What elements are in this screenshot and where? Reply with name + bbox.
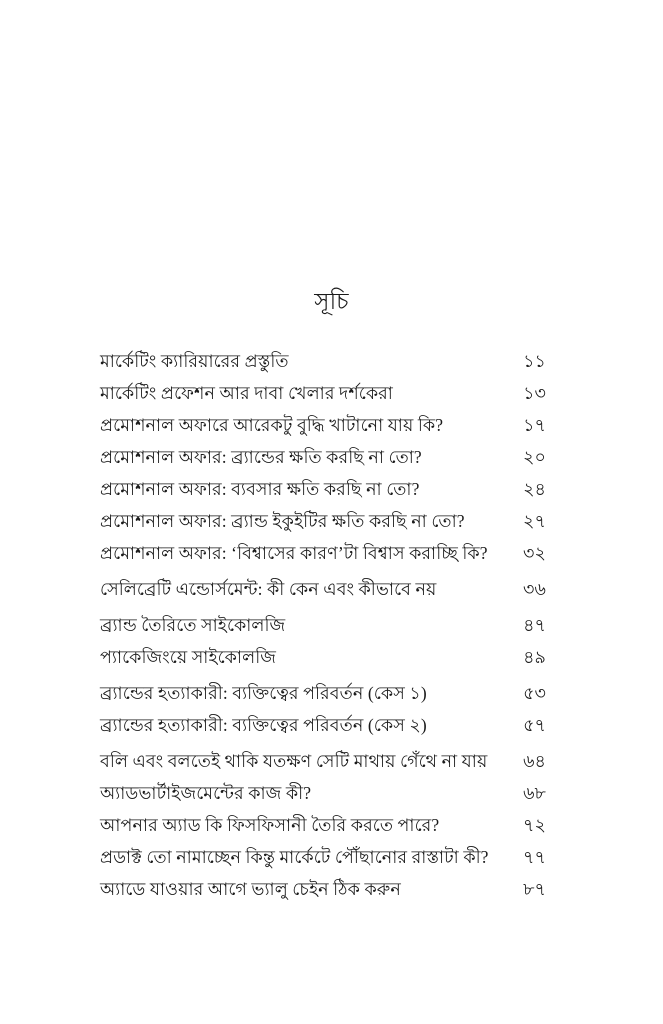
toc-entry-page-number: ৫৩: [523, 683, 546, 703]
toc-entry-title: আপনার অ্যাড কি ফিসফিসানী তৈরি করতে পারে?: [100, 815, 440, 835]
toc-entry-title: প্রমোশনাল অফার: ব্যবসার ক্ষতি করছি না তো?: [100, 479, 420, 499]
table-of-contents-list: [100, 345, 546, 905]
toc-entry-page-number: ৮৭: [523, 879, 546, 899]
toc-entry-title: প্রমোশনাল অফার: ব্র্যান্ড ইকুইটির ক্ষতি করছি না তো?: [100, 511, 465, 531]
toc-entry-page-number: ১৩: [523, 383, 546, 403]
toc-entry[interactable]: [100, 409, 546, 441]
toc-entry-page-number: ২৭: [523, 511, 546, 531]
toc-entry[interactable]: [100, 709, 546, 741]
toc-entry-page-number: ২৪: [523, 479, 546, 499]
toc-entry[interactable]: [100, 345, 546, 377]
toc-entry[interactable]: [100, 677, 546, 709]
toc-entry-title: ব্র্যান্ড তৈরিতে সাইকোলজি: [100, 615, 286, 635]
toc-entry-page-number: ৬৪: [523, 751, 546, 771]
toc-entry[interactable]: [100, 505, 546, 537]
toc-entry-title: প্রমোশনাল অফারে আরেকটু বুদ্ধি খাটানো যায় কি?: [100, 415, 444, 435]
toc-entry[interactable]: [100, 777, 546, 809]
toc-entry[interactable]: [100, 641, 546, 673]
toc-entry-page-number: ৪৯: [523, 647, 546, 667]
toc-entry-page-number: ৩২: [523, 543, 546, 563]
toc-entry[interactable]: [100, 841, 546, 873]
toc-entry-title: ব্র্যান্ডের হত্যাকারী: ব্যক্তিত্বের পরিবর্তন (কেস ২): [100, 715, 427, 735]
toc-entry-page-number: ২০: [523, 447, 546, 467]
toc-entry[interactable]: [100, 377, 546, 409]
toc-entry[interactable]: [100, 609, 546, 641]
toc-entry-page-number: ৬৮: [523, 783, 546, 803]
toc-entry-title: প্যাকেজিংয়ে সাইকোলজি: [100, 647, 277, 667]
toc-entry-title: ব্র্যান্ডের হত্যাকারী: ব্যক্তিত্বের পরিবর্তন (কেস ১): [100, 683, 427, 703]
toc-entry-title: মার্কেটিং প্রফেশন আর দাবা খেলার দর্শকেরা: [100, 383, 393, 403]
toc-entry-page-number: ৭২: [523, 815, 546, 835]
toc-entry-title: প্রমোশনাল অফার: ‘বিশ্বাসের কারণ’টা বিশ্বাস করাচ্ছি কি?: [100, 543, 488, 563]
toc-entry[interactable]: [100, 573, 546, 605]
toc-entry-title: অ্যাডভার্টাইজমেন্টের কাজ কী?: [100, 783, 312, 803]
toc-entry[interactable]: [100, 809, 546, 841]
toc-entry-page-number: ১৭: [523, 415, 546, 435]
toc-entry-title: অ্যাডে যাওয়ার আগে ভ্যালু চেইন ঠিক করুন: [100, 879, 401, 899]
toc-entry[interactable]: [100, 745, 546, 777]
toc-entry-title: মার্কেটিং ক্যারিয়ারের প্রস্তুতি: [100, 351, 289, 371]
toc-entry[interactable]: [100, 441, 546, 473]
toc-entry-title: সেলিব্রেটি এন্ডোর্সমেন্ট: কী কেন এবং কীভাবে নয়: [100, 579, 437, 599]
page-title: সূচি: [314, 289, 349, 314]
toc-entry-page-number: ১১: [523, 351, 546, 371]
toc-entry-title: প্রডাক্ট তো নামাচ্ছেন কিন্তু মার্কেটে পৌঁছানোর রাস্তাটা কী?: [100, 847, 489, 867]
toc-entry-page-number: ৫৭: [523, 715, 546, 735]
toc-entry-page-number: ৩৬: [523, 579, 546, 599]
toc-entry[interactable]: [100, 537, 546, 569]
toc-entry-page-number: ৪৭: [523, 615, 546, 635]
toc-entry[interactable]: [100, 873, 546, 905]
toc-entry-page-number: ৭৭: [523, 847, 546, 867]
toc-entry-title: বলি এবং বলতেই থাকি যতক্ষণ সেটি মাথায় গেঁথে না যায়: [100, 751, 488, 771]
toc-entry[interactable]: [100, 473, 546, 505]
toc-entry-title: প্রমোশনাল অফার: ব্র্যান্ডের ক্ষতি করছি না তো?: [100, 447, 422, 467]
